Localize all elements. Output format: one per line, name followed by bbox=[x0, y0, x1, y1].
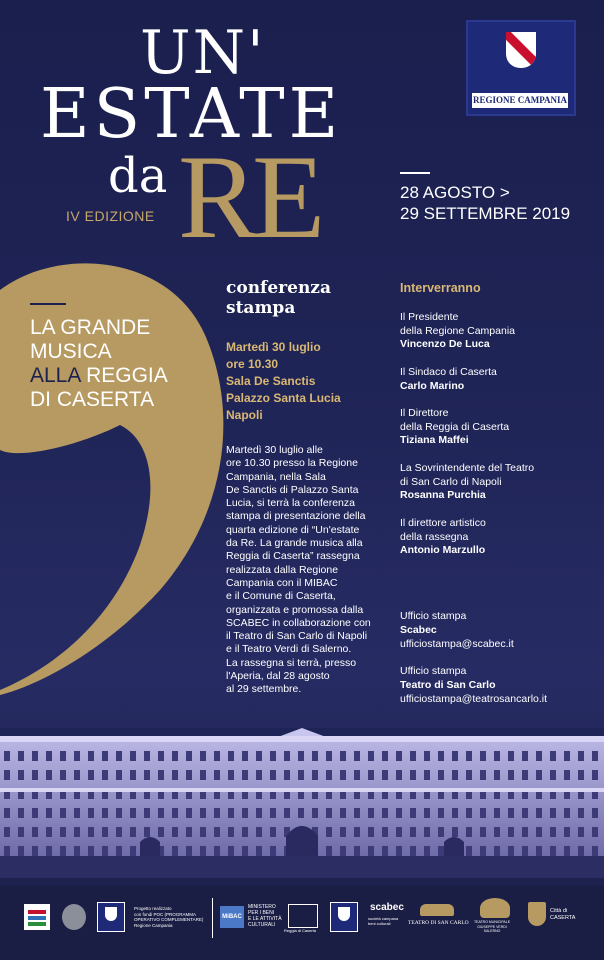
regione-shield-icon bbox=[506, 32, 536, 68]
tagline-line1: LA GRANDE bbox=[30, 316, 151, 339]
teatro-san-carlo-crown-icon bbox=[420, 904, 454, 916]
conference-details: Martedì 30 luglio ore 10.30 Sala De Sanctis Palazzo Santa Lucia Napoli bbox=[226, 340, 341, 422]
speaker-item: Il Presidente della Regione Campania Vincenzo De Luca bbox=[400, 311, 515, 350]
tagline-reggia: REGGIA bbox=[86, 364, 168, 387]
citta-caserta-crest-icon bbox=[528, 902, 546, 926]
conference-title: conferenza stampa bbox=[226, 278, 331, 318]
speaker-name: Carlo Marino bbox=[400, 379, 465, 392]
reggia-logo-icon bbox=[288, 904, 318, 928]
press-contact-scabec: Ufficio stampa Scabec ufficiostampa@scabec.it bbox=[400, 610, 514, 650]
speaker-name: Antonio Marzullo bbox=[400, 544, 486, 556]
mibac-logo: MiBAC bbox=[220, 906, 244, 928]
speaker-name: Rosanna Purchia bbox=[400, 489, 486, 501]
speaker-item: Il Sindaco di Caserta Carlo Marino bbox=[400, 366, 497, 392]
scabec-logo: scabec bbox=[370, 902, 404, 913]
footer-logos bbox=[0, 886, 604, 960]
speaker-name: Vincenzo De Luca bbox=[400, 338, 490, 350]
title-da: da bbox=[108, 148, 168, 204]
project-note: Progetto realizzato con fondi POC (PROGRAMMA OPERATIVO COMPLEMENTARE) Regione Campania bbox=[134, 906, 204, 928]
regione-campania-small-logo bbox=[97, 902, 125, 932]
italian-republic-emblem-icon bbox=[62, 904, 86, 930]
speaker-item: La Sovrintendente del Teatro di San Carlo di Napoli Rosanna Purchia bbox=[400, 462, 535, 501]
title-estate: ESTATE bbox=[40, 75, 343, 154]
speaker-item: Il Direttore della Reggia di Caserta Tiziana Maffei bbox=[400, 407, 510, 446]
gold-comma-graphic bbox=[0, 245, 240, 695]
teatro-san-carlo-label: TEATRO DI SAN CARLO bbox=[408, 920, 469, 926]
tagline-line2: MUSICA bbox=[30, 340, 112, 363]
press-email[interactable]: ufficiostampa@scabec.it bbox=[400, 638, 514, 650]
date-end: 29 SETTEMBRE 2019 bbox=[400, 204, 571, 223]
title-un: UN' bbox=[140, 18, 266, 88]
tagline-line4: DI CASERTA bbox=[30, 388, 155, 411]
date-start: 28 AGOSTO > bbox=[400, 183, 510, 202]
event-dates bbox=[400, 182, 570, 224]
press-contact-teatro: Ufficio stampa Teatro di San Carlo ufficiostampa@teatrosancarlo.it bbox=[400, 665, 548, 705]
tagline-alla: ALLA bbox=[30, 364, 81, 387]
reggia-logo-label: Reggia di Caserta bbox=[284, 928, 317, 933]
regione-label: REGIONE CAMPANIA bbox=[472, 93, 568, 108]
speaker-item: Il direttore artistico della rassegna Antonio Marzullo bbox=[400, 517, 486, 556]
regione-campania-logo bbox=[466, 20, 576, 116]
press-email[interactable]: ufficiostampa@teatrosancarlo.it bbox=[400, 693, 548, 705]
mibac-text: MINISTERO PER I BENI E LE ATTIVITÀ CULTURALI bbox=[248, 904, 282, 928]
teatro-verdi-label: TEATRO MUNICIPALE GIUSEPPE VERDI SALERNO bbox=[474, 920, 511, 933]
date-divider bbox=[400, 172, 430, 174]
footer-divider bbox=[212, 898, 213, 938]
speakers-heading: Interverranno bbox=[400, 281, 481, 295]
reggia-palace-image bbox=[0, 728, 604, 878]
regione-campania-small-logo-2 bbox=[330, 902, 358, 932]
edition-label: IV EDIZIONE bbox=[66, 208, 155, 224]
scabec-sub: società campana beni culturali bbox=[368, 916, 399, 926]
teatro-verdi-crest-icon bbox=[480, 898, 510, 918]
tagline-line3 bbox=[30, 364, 168, 388]
citta-caserta-label: Città di CASERTA bbox=[550, 908, 576, 921]
speaker-name: Tiziana Maffei bbox=[400, 434, 469, 446]
conference-body: Martedì 30 luglio alle ore 10.30 presso la Regione Campania, nella Sala De Sanctis di Palazzo Santa Lucia, si terrà la conferenza stampa di presentazione della quarta edizione di “Un'estate da Re. La grande musica alla Reggia di Caserta” rassegna realizzata dalla Regione Campania con il MIBAC e il Comune di Caserta, organizzata e promossa dalla SCABEC in collaborazione con il Teatro di San Carlo di Napoli e il Teatro Verdi di Salerno. La rassegna si terrà, presso l'Aperia, dal 28 agosto al 29 settembre. bbox=[226, 444, 371, 696]
title-re: RE bbox=[178, 130, 320, 263]
tagline-divider bbox=[30, 303, 66, 305]
tagline bbox=[30, 316, 168, 412]
poc-logo-icon bbox=[24, 904, 50, 930]
